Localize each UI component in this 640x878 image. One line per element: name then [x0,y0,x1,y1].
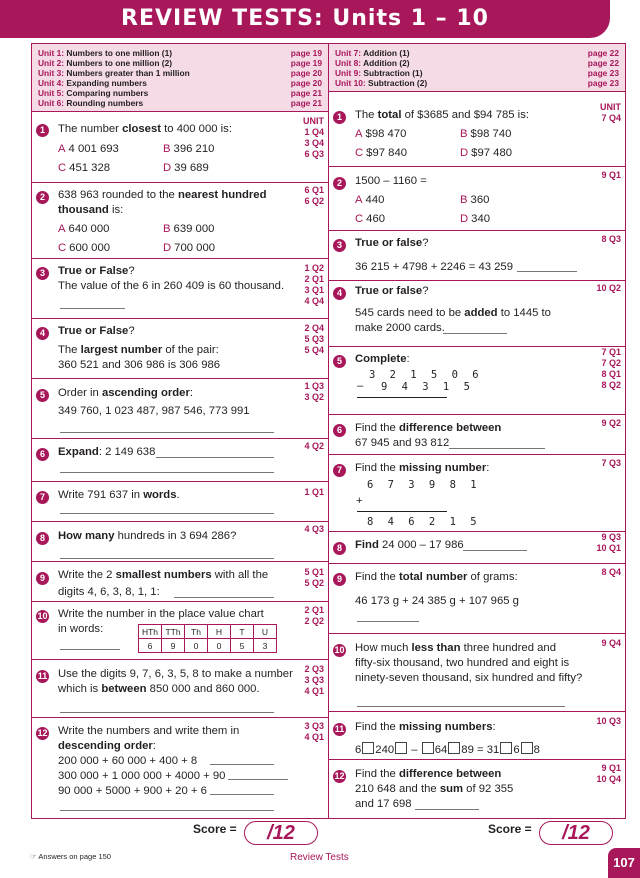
question-text-line2: in words: [58,623,104,635]
question-text-line2: fifty-six thousand, two hundred and eight is [355,657,570,669]
question-5 [32,378,328,439]
unit-reference: 7 Q3 [601,458,621,468]
question-number: 10 [37,611,48,621]
sum-line [357,511,447,512]
unit-header: UNIT [600,102,621,112]
answer-line[interactable] [60,472,274,473]
unit-reference: 9 Q3 10 Q1 [596,532,621,553]
option-a[interactable]: A 4 001 693 [58,143,119,155]
question-number: 2 [333,177,346,190]
unit-reference: 9 Q1 [601,170,621,180]
question-8 [32,521,328,564]
question-text-line3: ninety-seven thousand, six hundred and fifty? [355,672,583,684]
answer-line[interactable] [60,432,274,433]
question-2 [32,182,328,263]
question-text: 1500 – 1160 = [355,175,427,187]
question-number: 1 [333,111,346,124]
place-value-chart [138,624,277,653]
answer-line[interactable] [443,333,507,334]
answers-note: ☞ Answers on page 150 [30,852,111,861]
option-d[interactable]: D $97 480 [460,147,513,159]
question-text: Complete: [355,353,410,365]
unit-row: Unit 4: Expanding numbers page 20 [38,78,322,88]
unit-reference: 10 Q3 [596,716,621,726]
subtraction-bottom: 9 4 3 1 5 [381,381,474,393]
question-text-line2: 349 760, 1 023 487, 987 546, 773 991 [58,405,250,417]
unit-reference: 3 Q3 4 Q1 [304,721,324,742]
question-number: 12 [37,728,48,738]
question-text: Find the missing number: [355,462,490,474]
pv-digit: 3 [254,639,277,653]
question-6 [32,438,328,482]
question-text: Expand: 2 149 638 [58,446,156,458]
pv-digit: 5 [231,639,254,653]
question-text: Write the numbers and write them in [58,725,240,737]
answer-line[interactable] [156,457,274,458]
question-text-line2: 67 945 and 93 812 [355,437,450,449]
left-test-column [31,43,329,819]
question-7 [329,454,625,532]
right-units-list [329,44,625,92]
question-4 [32,318,328,381]
question-number: 8 [333,542,346,555]
expression-3: 90 000 + 5000 + 900 + 20 + 6 [58,785,207,797]
option-d[interactable]: D 700 000 [163,242,216,254]
pv-header: Th [185,625,208,639]
pv-header: HTh [139,625,162,639]
unit-reference: 7 Q4 [601,113,621,123]
question-12 [329,759,625,819]
question-text: The number closest to 400 000 is: [58,123,232,135]
question-number: 1 [36,124,49,137]
pointing-hand-icon: ☞ [30,852,37,861]
answer-line[interactable] [463,550,527,551]
question-number: 12 [334,771,345,781]
option-b[interactable]: B 639 000 [163,223,215,235]
question-number: 9 [36,572,49,585]
left-units-list [32,44,328,112]
unit-reference: 8 Q3 [601,234,621,244]
option-d[interactable]: D 340 [460,213,491,225]
question-number: 11 [334,724,345,734]
option-b[interactable]: B 360 [460,194,490,206]
option-a[interactable]: A 640 000 [58,223,110,235]
question-5 [329,346,625,415]
footer-section-title: Review Tests [290,852,349,863]
question-text: Find the difference between [355,768,502,780]
question-text-line2: 545 cards need to be added to 1445 to [355,307,551,319]
question-text: Write the 2 smallest numbers with all the [58,569,269,581]
option-d[interactable]: D 39 689 [163,162,209,174]
blank-box[interactable] [448,742,460,754]
question-number: 7 [36,491,49,504]
unit-reference: 8 Q4 [601,567,621,577]
question-number: 9 [333,573,346,586]
pv-digit: 6 [139,639,162,653]
unit-row: Unit 5: Comparing numbers page 21 [38,88,322,98]
pv-digit: 9 [162,639,185,653]
blank-box[interactable] [422,742,434,754]
score-box-left[interactable]: /12 [244,821,318,845]
question-10 [32,601,328,662]
answer-line[interactable] [517,271,577,272]
question-3 [329,230,625,281]
question-text-line2: 46 173 g + 24 385 g + 107 965 g [355,595,519,607]
question-number: 6 [333,424,346,437]
answer-line[interactable] [60,513,274,514]
question-text: Write 791 637 in words. [58,489,180,501]
unit-row: Unit 8: Addition (2) page 22 [335,58,619,68]
option-c[interactable]: C $97 840 [355,147,408,159]
question-text-line2: which is between 850 000 and 860 000. [58,683,260,695]
pv-digit: 0 [185,639,208,653]
question-number: 10 [334,645,345,655]
unit-reference: 7 Q1 7 Q2 8 Q1 8 Q2 [601,347,621,390]
unit-reference: 6 Q1 6 Q2 [304,185,324,206]
question-7 [32,481,328,524]
answer-line[interactable] [210,794,274,795]
unit-row: Unit 6: Rounding numbers page 21 [38,98,322,108]
question-text-line3: and 17 698 [355,798,412,810]
question-number: 4 [36,327,49,340]
pv-digit: 0 [208,639,231,653]
answer-line[interactable] [60,810,274,811]
question-number: 8 [36,532,49,545]
expression-1: 200 000 + 60 000 + 400 + 8 [58,755,198,767]
unit-reference: 9 Q1 10 Q4 [596,763,621,784]
question-text: Find the missing numbers: [355,721,496,733]
question-text: True or False? [58,325,135,337]
question-number: 4 [333,287,346,300]
question-text: Write the number in the place value chart [58,608,264,620]
unit-row: Unit 7: Addition (1) page 22 [335,48,619,58]
question-text: 638 963 rounded to the nearest hundred [58,189,267,201]
unit-row: Unit 2: Numbers to one million (2) page 19 [38,58,322,68]
minus-sign: – [357,380,364,392]
question-text: Order in ascending order: [58,387,193,399]
question-text-line2: The largest number of the pair: [58,344,219,356]
answer-line[interactable] [60,308,125,309]
question-text: Use the digits 9, 7, 6, 3, 5, 8 to make a number [58,668,293,680]
question-text: How much less than three hundred and [355,642,556,654]
question-12 [32,717,328,819]
question-4 [329,280,625,347]
page-number: 107 [608,848,640,878]
answer-line[interactable] [357,706,565,707]
unit-reference: 4 Q3 [304,524,324,534]
question-9 [32,561,328,602]
unit-reference: 2 Q4 5 Q3 5 Q4 [304,323,324,355]
answer-line[interactable] [357,621,419,622]
score-label-left: Score = [193,822,237,836]
question-1 [329,100,625,166]
question-number: 3 [333,239,346,252]
title-banner [0,0,610,38]
pv-header: H [208,625,231,639]
subtraction-top: 3 2 1 5 0 6 [369,369,483,381]
question-text: The total of $3685 and $94 785 is: [355,109,529,121]
question-number: 2 [36,191,49,204]
plus-sign: + [356,495,363,507]
option-a[interactable]: A $98 470 [355,128,407,140]
question-11 [32,659,328,720]
question-11 [329,711,625,760]
question-text-line3: 360 521 and 306 986 is 306 986 [58,359,221,371]
question-2 [329,166,625,231]
unit-reference: 2 Q1 2 Q2 [304,605,324,626]
question-text-line2: descending order: [58,740,156,752]
blank-box[interactable] [395,742,407,754]
question-text-line2: digits 4, 6, 3, 8, 1, 1: [58,586,160,598]
pv-header: TTh [162,625,185,639]
blank-box[interactable] [362,742,374,754]
answer-line[interactable] [210,764,274,765]
option-c[interactable]: C 451 328 [58,162,111,174]
page-title: REVIEW TESTS: Units 1 – 10 [121,6,489,31]
question-number: 11 [37,671,48,681]
question-number: 6 [36,448,49,461]
unit-reference: 1 Q1 [304,487,324,497]
right-test-column [328,43,626,819]
unit-reference: 1 Q4 3 Q4 6 Q3 [304,127,324,159]
pv-header: T [231,625,254,639]
unit-header: UNIT [303,116,324,126]
option-a[interactable]: A 440 [355,194,385,206]
answer-line[interactable] [228,779,288,780]
pv-header: U [254,625,277,639]
question-text: True or false? [355,285,429,297]
unit-row: Unit 3: Numbers greater than 1 million page 20 [38,68,322,78]
unit-reference: 1 Q3 3 Q2 [304,381,324,402]
question-text: How many hundreds in 3 694 286? [58,530,237,542]
score-label-right: Score = [488,822,532,836]
unit-reference: 9 Q4 [601,638,621,648]
option-b[interactable]: B 396 210 [163,143,215,155]
option-c[interactable]: C 600 000 [58,242,111,254]
question-text: True or false? [355,237,429,249]
question-3 [32,258,328,319]
unit-reference: 2 Q3 3 Q3 4 Q1 [304,664,324,696]
answer-line[interactable] [60,649,120,650]
question-text-line2: The value of the 6 in 260 409 is 60 thousand. [58,280,285,292]
score-box-right[interactable]: /12 [539,821,613,845]
unit-reference: 9 Q2 [601,418,621,428]
answer-line[interactable] [60,558,274,559]
answer-line[interactable] [415,809,479,810]
question-number: 5 [36,389,49,402]
question-text: True or False? [58,265,135,277]
missing-numbers-equation: 6 240 – 64 89 = 31 6 8 [355,744,540,756]
unit-reference: 5 Q1 5 Q2 [304,567,324,588]
question-number: 5 [333,355,346,368]
option-b[interactable]: B $98 740 [460,128,512,140]
answer-line[interactable] [174,597,274,598]
question-text: Find 24 000 – 17 986 [355,539,464,551]
sum-line [357,397,447,398]
question-text: Find the total number of grams: [355,571,518,583]
question-number: 7 [333,464,346,477]
question-text-line3: make 2000 cards. [355,322,445,334]
unit-reference: 4 Q2 [304,441,324,451]
unit-row: Unit 1: Numbers to one million (1) page 19 [38,48,322,58]
question-text-line2: 210 648 and the sum of 92 355 [355,783,514,795]
expression-2: 300 000 + 1 000 000 + 4000 + 90 [58,770,226,782]
question-number: 3 [36,267,49,280]
question-9 [329,563,625,638]
blank-box[interactable] [500,742,512,754]
blank-box[interactable] [521,742,533,754]
unit-row: Unit 9: Subtraction (1) page 23 [335,68,619,78]
question-text-line2: 36 215 + 4798 + 2246 = 43 259 [355,261,513,273]
addition-bottom: 8 4 6 2 1 5 [367,516,481,528]
option-c[interactable]: C 460 [355,213,386,225]
addition-top: 6 7 3 9 8 1 [367,479,481,491]
question-text: Find the difference between [355,422,502,434]
unit-reference: 10 Q2 [596,283,621,293]
answer-line[interactable] [60,712,274,713]
answer-line[interactable] [449,448,545,449]
unit-row: Unit 10: Subtraction (2) page 23 [335,78,619,88]
unit-reference: 1 Q2 2 Q1 3 Q1 4 Q4 [304,263,324,306]
question-text-line2: thousand is: [58,204,124,216]
